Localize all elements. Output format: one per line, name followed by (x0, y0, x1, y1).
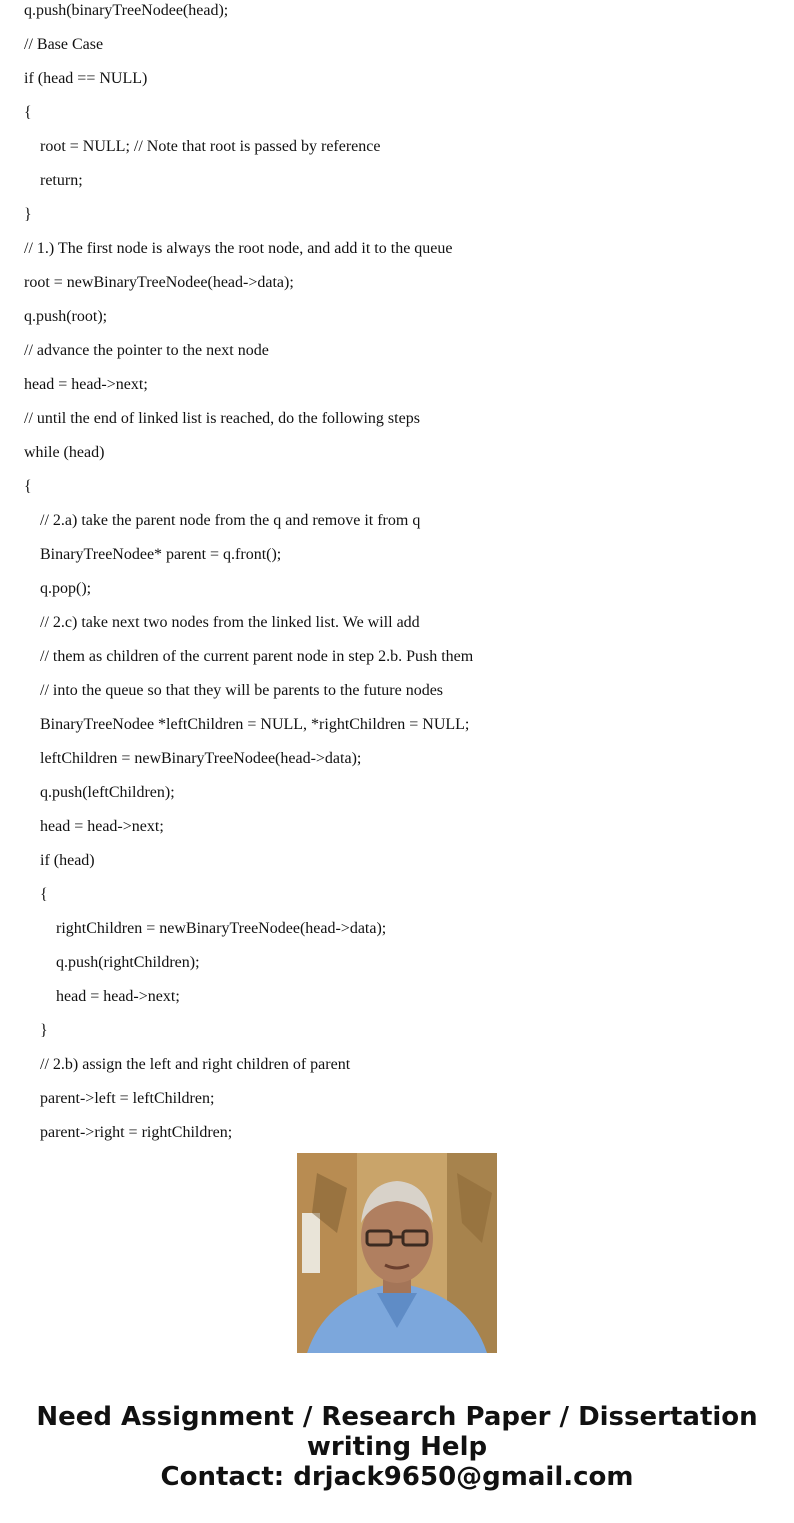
code-line: root = newBinaryTreeNodee(head->data); (24, 274, 294, 291)
code-line: parent->right = rightChildren; (40, 1124, 233, 1141)
code-line: parent->left = leftChildren; (40, 1090, 215, 1107)
code-line: // them as children of the current parent node in step 2.b. Push them (40, 648, 474, 665)
code-line: // until the end of linked list is reached, do the following steps (24, 410, 420, 427)
code-line: // 2.a) take the parent node from the q and remove it from q (40, 512, 421, 529)
author-photo-icon (297, 1153, 497, 1353)
code-line: BinaryTreeNodee *leftChildren = NULL, *rightChildren = NULL; (40, 716, 470, 733)
code-line: // 2.c) take next two nodes from the linked list. We will add (40, 614, 420, 631)
author-avatar (297, 1153, 497, 1353)
code-line: { (24, 104, 32, 121)
code-line: // into the queue so that they will be parents to the future nodes (40, 682, 444, 699)
code-line: root = NULL; // Note that root is passed by reference (40, 138, 381, 155)
code-line: // 1.) The first node is always the root node, and add it to the queue (24, 240, 453, 257)
code-line: q.push(binaryTreeNodee(head); (24, 2, 229, 19)
promo-line-2: writing Help (306, 1432, 488, 1462)
code-line: head = head->next; (40, 818, 164, 835)
code-line: q.push(rightChildren); (56, 954, 200, 971)
code-line: // Base Case (24, 36, 104, 53)
code-line: return; (40, 172, 83, 189)
code-line: q.push(leftChildren); (40, 784, 175, 801)
code-line: // 2.b) assign the left and right children of parent (40, 1056, 351, 1073)
code-line: { (40, 886, 48, 903)
code-line: while (head) (24, 444, 105, 461)
code-line: // advance the pointer to the next node (24, 342, 269, 359)
code-line: q.pop(); (40, 580, 92, 597)
code-line: head = head->next; (56, 988, 180, 1005)
code-line: if (head) (40, 852, 95, 869)
code-line: q.push(root); (24, 308, 108, 325)
code-line: } (24, 206, 32, 223)
code-line: { (24, 478, 32, 495)
promo-line-1: Need Assignment / Research Paper / Dissertation (36, 1402, 758, 1432)
code-line: if (head == NULL) (24, 70, 148, 87)
code-line: head = head->next; (24, 376, 148, 393)
code-line: leftChildren = newBinaryTreeNodee(head->data); (40, 750, 362, 767)
promo-message (0, 1402, 794, 1492)
code-line: rightChildren = newBinaryTreeNodee(head->data); (56, 920, 387, 937)
promo-contact: Contact: drjack9650@gmail.com (160, 1462, 634, 1492)
code-line: } (40, 1022, 48, 1039)
code-line: BinaryTreeNodee* parent = q.front(); (40, 546, 282, 563)
